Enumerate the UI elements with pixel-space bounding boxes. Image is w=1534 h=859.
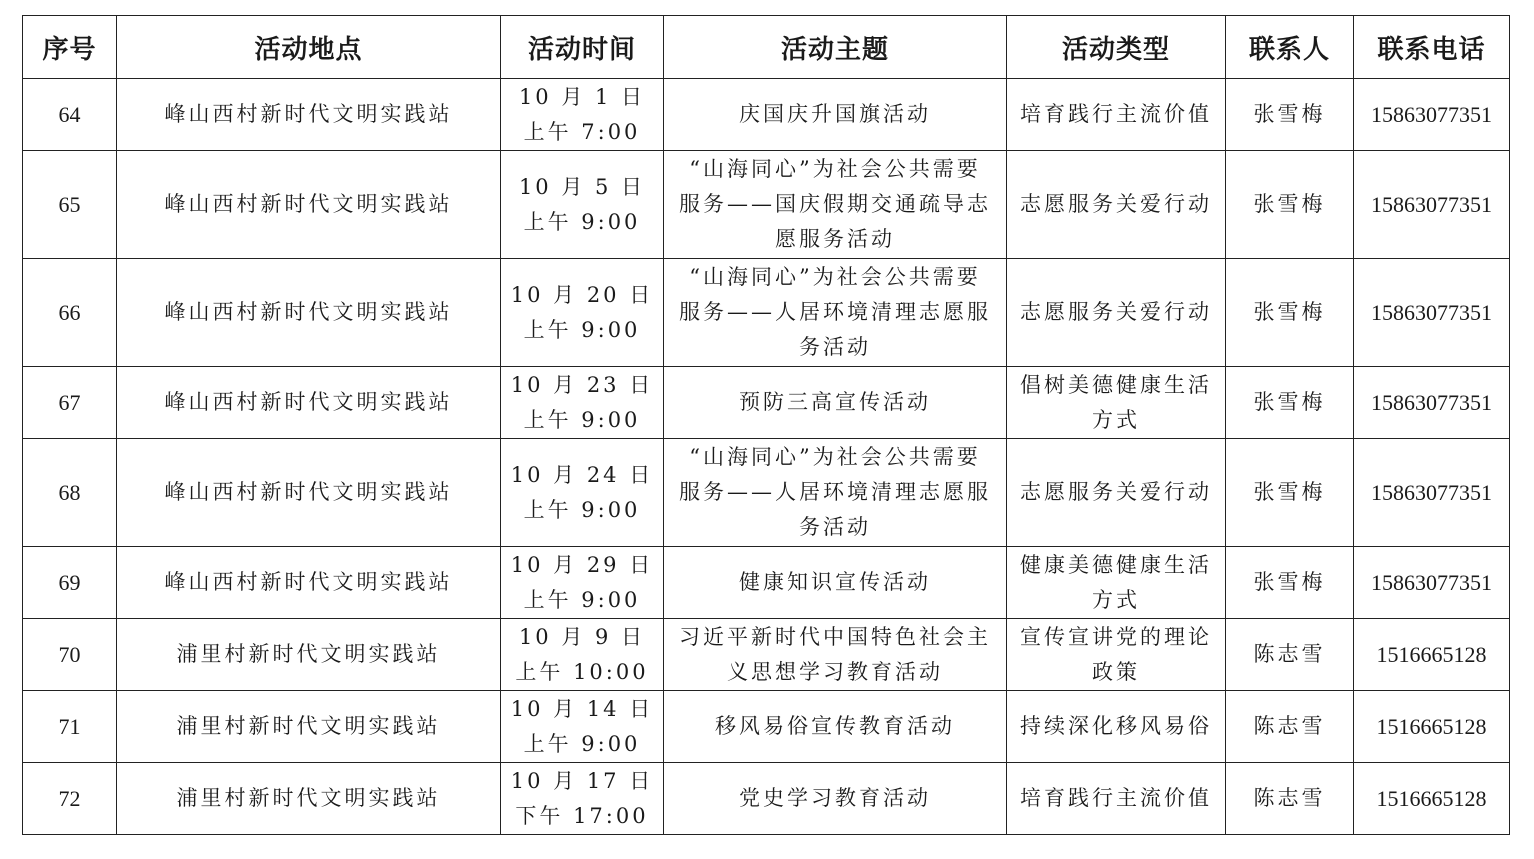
cell-topic: “山海同心”为社会公共需要 服务——国庆假期交通疏导志 愿服务活动 <box>664 151 1007 259</box>
cell-phone: 15863077351 <box>1354 151 1510 259</box>
header-phone: 联系电话 <box>1354 16 1510 79</box>
cell-topic: 庆国庆升国旗活动 <box>664 79 1007 151</box>
table-row <box>23 691 1510 763</box>
cell-contact: 陈志雪 <box>1226 619 1354 691</box>
cell-topic: “山海同心”为社会公共需要 服务——人居环境清理志愿服 务活动 <box>664 439 1007 547</box>
cell-contact: 张雪梅 <box>1226 439 1354 547</box>
cell-topic: 预防三高宣传活动 <box>664 367 1007 439</box>
cell-seq: 64 <box>23 79 117 151</box>
cell-contact: 张雪梅 <box>1226 79 1354 151</box>
table-row <box>23 79 1510 151</box>
table-row <box>23 619 1510 691</box>
cell-phone: 15863077351 <box>1354 367 1510 439</box>
cell-seq: 70 <box>23 619 117 691</box>
cell-location: 浦里村新时代文明实践站 <box>117 691 501 763</box>
header-time: 活动时间 <box>501 16 664 79</box>
cell-seq: 67 <box>23 367 117 439</box>
header-contact: 联系人 <box>1226 16 1354 79</box>
cell-seq: 72 <box>23 763 117 835</box>
cell-time: 10 月 24 日 上午 9:00 <box>501 439 664 547</box>
cell-type: 志愿服务关爱行动 <box>1007 439 1226 547</box>
cell-phone: 15863077351 <box>1354 259 1510 367</box>
cell-topic: “山海同心”为社会公共需要 服务——人居环境清理志愿服 务活动 <box>664 259 1007 367</box>
cell-contact: 张雪梅 <box>1226 151 1354 259</box>
cell-location: 峰山西村新时代文明实践站 <box>117 367 501 439</box>
cell-phone: 1516665128 <box>1354 619 1510 691</box>
cell-type: 志愿服务关爱行动 <box>1007 259 1226 367</box>
cell-location: 峰山西村新时代文明实践站 <box>117 79 501 151</box>
table-row <box>23 259 1510 367</box>
cell-seq: 68 <box>23 439 117 547</box>
header-type: 活动类型 <box>1007 16 1226 79</box>
header-seq: 序号 <box>23 16 117 79</box>
cell-phone: 15863077351 <box>1354 547 1510 619</box>
cell-topic: 党史学习教育活动 <box>664 763 1007 835</box>
cell-type: 宣传宣讲党的理论 政策 <box>1007 619 1226 691</box>
cell-phone: 15863077351 <box>1354 79 1510 151</box>
cell-phone: 1516665128 <box>1354 691 1510 763</box>
cell-time: 10 月 29 日 上午 9:00 <box>501 547 664 619</box>
cell-time: 10 月 14 日 上午 9:00 <box>501 691 664 763</box>
cell-topic: 习近平新时代中国特色社会主 义思想学习教育活动 <box>664 619 1007 691</box>
cell-contact: 张雪梅 <box>1226 259 1354 367</box>
cell-time: 10 月 1 日 上午 7:00 <box>501 79 664 151</box>
cell-topic: 移风易俗宣传教育活动 <box>664 691 1007 763</box>
cell-location: 峰山西村新时代文明实践站 <box>117 151 501 259</box>
cell-seq: 69 <box>23 547 117 619</box>
table-row <box>23 151 1510 259</box>
cell-location: 峰山西村新时代文明实践站 <box>117 547 501 619</box>
cell-type: 培育践行主流价值 <box>1007 79 1226 151</box>
table-row <box>23 763 1510 835</box>
cell-type: 志愿服务关爱行动 <box>1007 151 1226 259</box>
cell-location: 浦里村新时代文明实践站 <box>117 763 501 835</box>
cell-type: 持续深化移风易俗 <box>1007 691 1226 763</box>
cell-type: 倡树美德健康生活 方式 <box>1007 367 1226 439</box>
cell-time: 10 月 9 日 上午 10:00 <box>501 619 664 691</box>
cell-phone: 15863077351 <box>1354 439 1510 547</box>
header-topic: 活动主题 <box>664 16 1007 79</box>
table-row <box>23 439 1510 547</box>
cell-phone: 1516665128 <box>1354 763 1510 835</box>
table-row <box>23 367 1510 439</box>
activity-schedule-table <box>22 15 1510 835</box>
cell-seq: 66 <box>23 259 117 367</box>
cell-topic: 健康知识宣传活动 <box>664 547 1007 619</box>
cell-time: 10 月 17 日 下午 17:00 <box>501 763 664 835</box>
cell-contact: 张雪梅 <box>1226 367 1354 439</box>
header-location: 活动地点 <box>117 16 501 79</box>
cell-contact: 张雪梅 <box>1226 547 1354 619</box>
cell-contact: 陈志雪 <box>1226 763 1354 835</box>
cell-seq: 71 <box>23 691 117 763</box>
cell-type: 健康美德健康生活 方式 <box>1007 547 1226 619</box>
cell-location: 浦里村新时代文明实践站 <box>117 619 501 691</box>
cell-location: 峰山西村新时代文明实践站 <box>117 259 501 367</box>
cell-time: 10 月 23 日 上午 9:00 <box>501 367 664 439</box>
cell-contact: 陈志雪 <box>1226 691 1354 763</box>
cell-seq: 65 <box>23 151 117 259</box>
cell-time: 10 月 20 日 上午 9:00 <box>501 259 664 367</box>
cell-type: 培育践行主流价值 <box>1007 763 1226 835</box>
header-row <box>23 16 1510 79</box>
table-row <box>23 547 1510 619</box>
cell-time: 10 月 5 日 上午 9:00 <box>501 151 664 259</box>
cell-location: 峰山西村新时代文明实践站 <box>117 439 501 547</box>
